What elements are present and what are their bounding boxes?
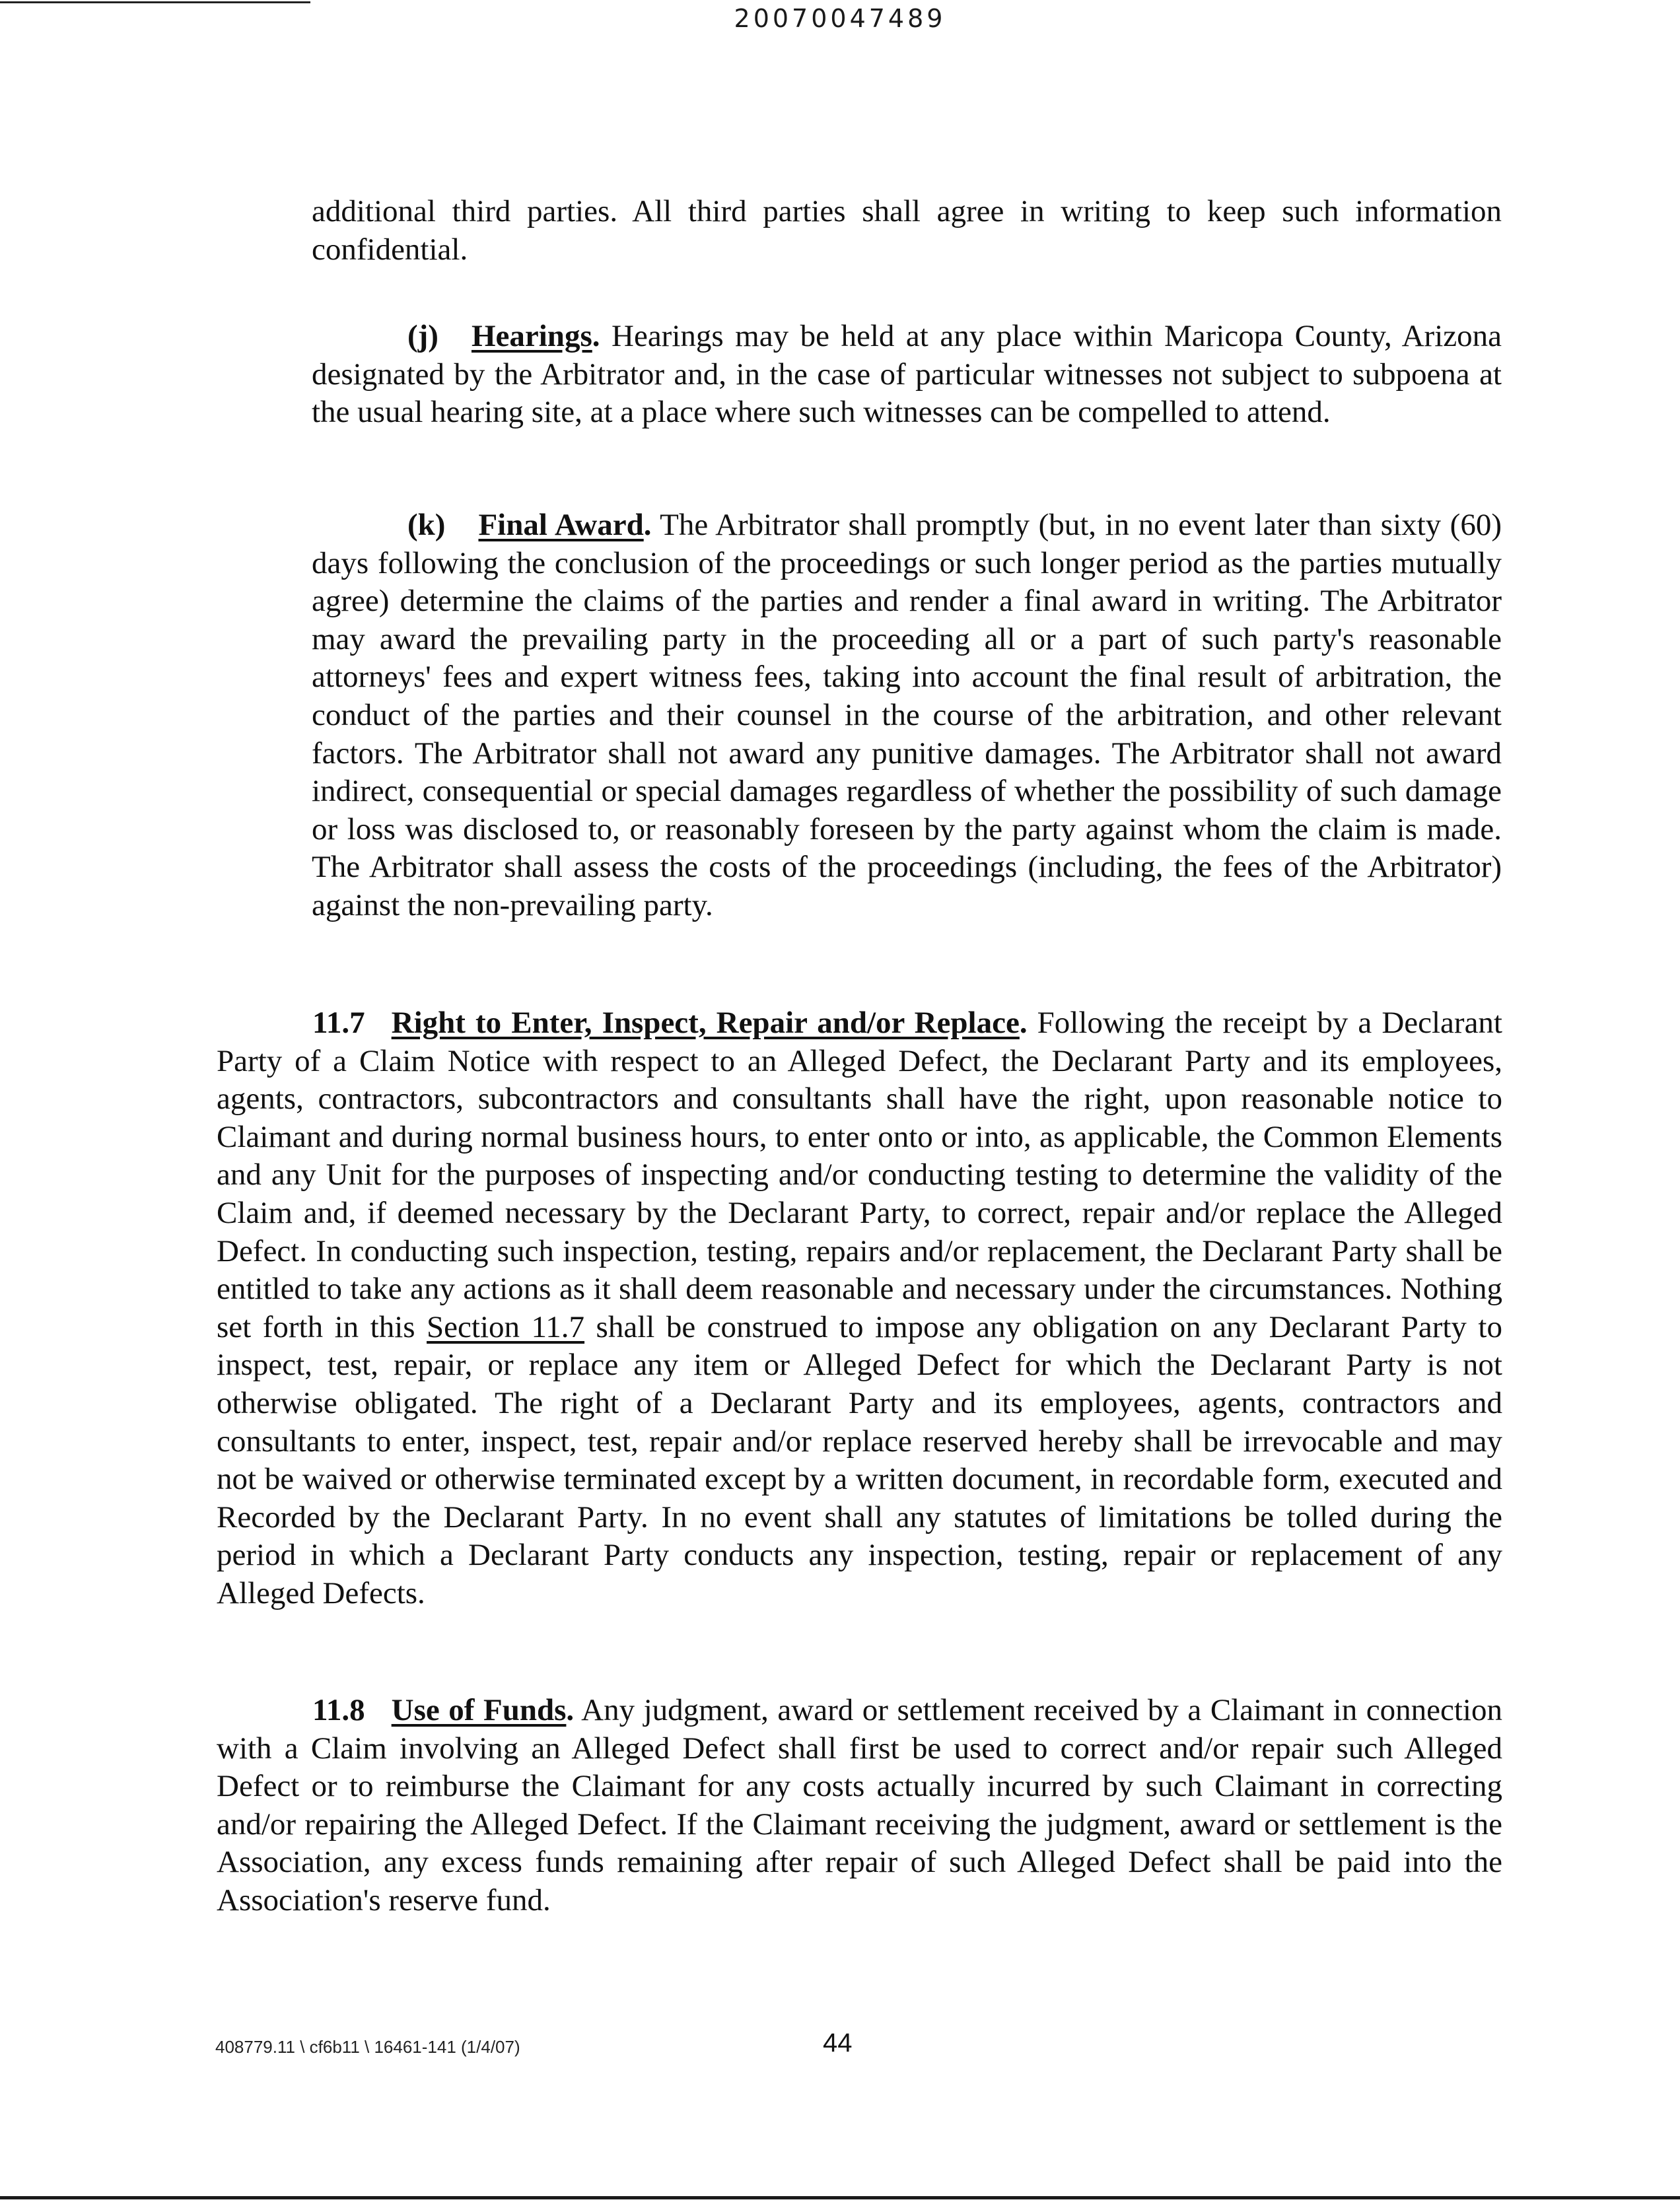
paragraph-continuation [312, 193, 1502, 269]
section-body: Following the receipt by a Declarant Party of a Claim Notice with respect to an Alleged Defect, the Declarant Party and its employees, agents, contractors, subcontractors and consultants shall have the right, upon reasonable notice to Claimant and during normal business hours, to enter onto or into, as applicable, the Common Elements and any Unit for the purposes of inspecting and/or conducting testing to determine the validity of the Claim and, if deemed necessary by the Declarant Party, to correct, repair and/or replace the Alleged Defect. In conducting such inspection, testing, repairs and/or replacement, the Declarant Party shall be entitled to take any actions as it shall deem reasonable and necessary under the circumstances. Nothing set forth in this [217, 1006, 1502, 1344]
section-number: 11.7 [312, 1006, 365, 1040]
subsection-j: (j) Hearings. Hearings may be held at any place within Maricopa County, Arizona designated by the Arbitrator and, in the case of particular witnesses not subject to subpoena at the usual hearing site, at a place where such witnesses can be compelled to attend. [312, 319, 1502, 430]
section-number: 11.8 [312, 1693, 365, 1727]
subsection-body: The Arbitrator shall promptly (but, in no event later than sixty (60) days following the conclusion of the proceedings or such longer period as the parties mutually agree) determine the claims of the parties and render a final award in writing. The Arbitrator may award the prevailing party in the proceeding all or a part of such party's reasonable attorneys' fees and expert witness fees, taking into account the final result of arbitration, the conduct of the parties and their counsel in the course of the arbitration, and other relevant factors. The Arbitrator shall not award any punitive damages. The Arbitrator shall not award indirect, consequential or special damages regardless of whether the possibility of such damage or loss was disclosed to, or reasonably foreseen by the party against whom the claim is made. The Arbitrator shall assess the costs of the proceedings (including, the fees of the Arbitrator) against the non-prevailing party. [312, 508, 1502, 922]
footer-document-id: 408779.11 \ cf6b11 \ 16461-141 (1/4/07) [215, 2037, 520, 2057]
subsection-heading: Hearings [471, 319, 592, 353]
scan-edge-top [0, 1, 310, 3]
subsection-heading: Final Award [478, 508, 644, 542]
page-number: 44 [823, 2028, 853, 2057]
section-11-8: 11.8 Use of Funds. Any judgment, award or settlement received by a Claimant in connection with a Claim involving an Alleged Defect shall first be used to correct and/or repair such Alleged Defect or to reimburse the Claimant for any costs actually incurred by such Claimant in correcting and/or repairing the Alleged Defect. If the Claimant receiving the judgment, award or settlement is the Association, any excess funds remaining after repair of such Alleged Defect shall be paid into the Association's reserve fund. [217, 1693, 1502, 1917]
section-body: Any judgment, award or settlement received by a Claimant in connection with a Claim involving an Alleged Defect shall first be used to correct and/or repair such Alleged Defect or to reimburse the Claimant for any costs actually incurred by such Claimant in correcting and/or repairing the Alleged Defect. If the Claimant receiving the judgment, award or settlement is the Association, any excess funds remaining after repair of such Alleged Defect shall be paid into the Association's reserve fund. [217, 1693, 1502, 1917]
section-heading: Use of Funds [391, 1693, 567, 1727]
subsection-body: Hearings may be held at any place within Maricopa County, Arizona designated by the Arbitrator and, in the case of particular witnesses not subject to subpoena at the usual hearing site, at a place where such witnesses can be compelled to attend. [312, 319, 1502, 430]
section-heading: Right to Enter, Inspect, Repair and/or Replace [391, 1006, 1020, 1040]
subsection-label: (j) [407, 319, 438, 353]
document-number: 20070047489 [734, 4, 946, 33]
section-body-cont: shall be construed to impose any obligation on any Declarant Party to inspect, test, repair, or replace any item or Alleged Defect for which the Declarant Party is not otherwise obligated. The right of a Declarant Party and its employees, agents, contractors and consultants to enter, inspect, test, repair and/or replace reserved hereby shall be irrevocable and may not be waived or otherwise terminated except by a written document, in recordable form, executed and Recorded by the Declarant Party. In no event shall any statutes of limitations be tolled during the period in which a Declarant Party conducts any inspection, testing, repair or replacement of any Alleged Defects. [217, 1309, 1502, 1610]
section-reference: Section 11.7 [427, 1309, 585, 1344]
subsection-k: (k) Final Award. The Arbitrator shall promptly (but, in no event later than sixty (60) days following the conclusion of the proceedings or such longer period as the parties mutually agree) determine the claims of the parties and render a final award in writing. The Arbitrator may award the prevailing party in the proceeding all or a part of such party's reasonable attorneys' fees and expert witness fees, taking into account the final result of arbitration, the conduct of the parties and their counsel in the course of the arbitration, and other relevant factors. The Arbitrator shall not award any punitive damages. The Arbitrator shall not award indirect, consequential or special damages regardless of whether the possibility of such damage or loss was disclosed to, or reasonably foreseen by the party against whom the claim is made. The Arbitrator shall assess the costs of the proceedings (including, the fees of the Arbitrator) against the non-prevailing party. [312, 508, 1502, 922]
section-11-7: 11.7 Right to Enter, Inspect, Repair and/or Replace. Following the receipt by a Declarant Party of a Claim Notice with respect to an Alleged Defect, the Declarant Party and its employees, agents, contractors, subcontractors and consultants shall have the right, upon reasonable notice to Claimant and during normal business hours, to enter onto or into, as applicable, the Common Elements and any Unit for the purposes of inspecting and/or conducting testing to determine the validity of the Claim and, if deemed necessary by the Declarant Party, to correct, repair and/or replace the Alleged Defect. In conducting such inspection, testing, repairs and/or replacement, the Declarant Party shall be entitled to take any actions as it shall deem reasonable and necessary under the circumstances. Nothing set forth in this Section 11.7 shall be construed to impose any obligation on any Declarant Party to inspect, test, repair, or replace any item or Alleged Defect for which the Declarant Party is not otherwise obligated. The right of a Declarant Party and its employees, agents, contractors and consultants to enter, inspect, test, repair and/or replace reserved hereby shall be irrevocable and may not be waived or otherwise terminated except by a written document, in recordable form, executed and Recorded by the Declarant Party. In no event shall any statutes of limitations be tolled during the period in which a Declarant Party conducts any inspection, testing, repair or replacement of any Alleged Defects. [217, 1006, 1502, 1610]
scan-edge-bottom [0, 2196, 1680, 2199]
subsection-label: (k) [407, 508, 446, 542]
paragraph-text: additional third parties. All third parties shall agree in writing to keep such information confidential. [312, 194, 1502, 267]
